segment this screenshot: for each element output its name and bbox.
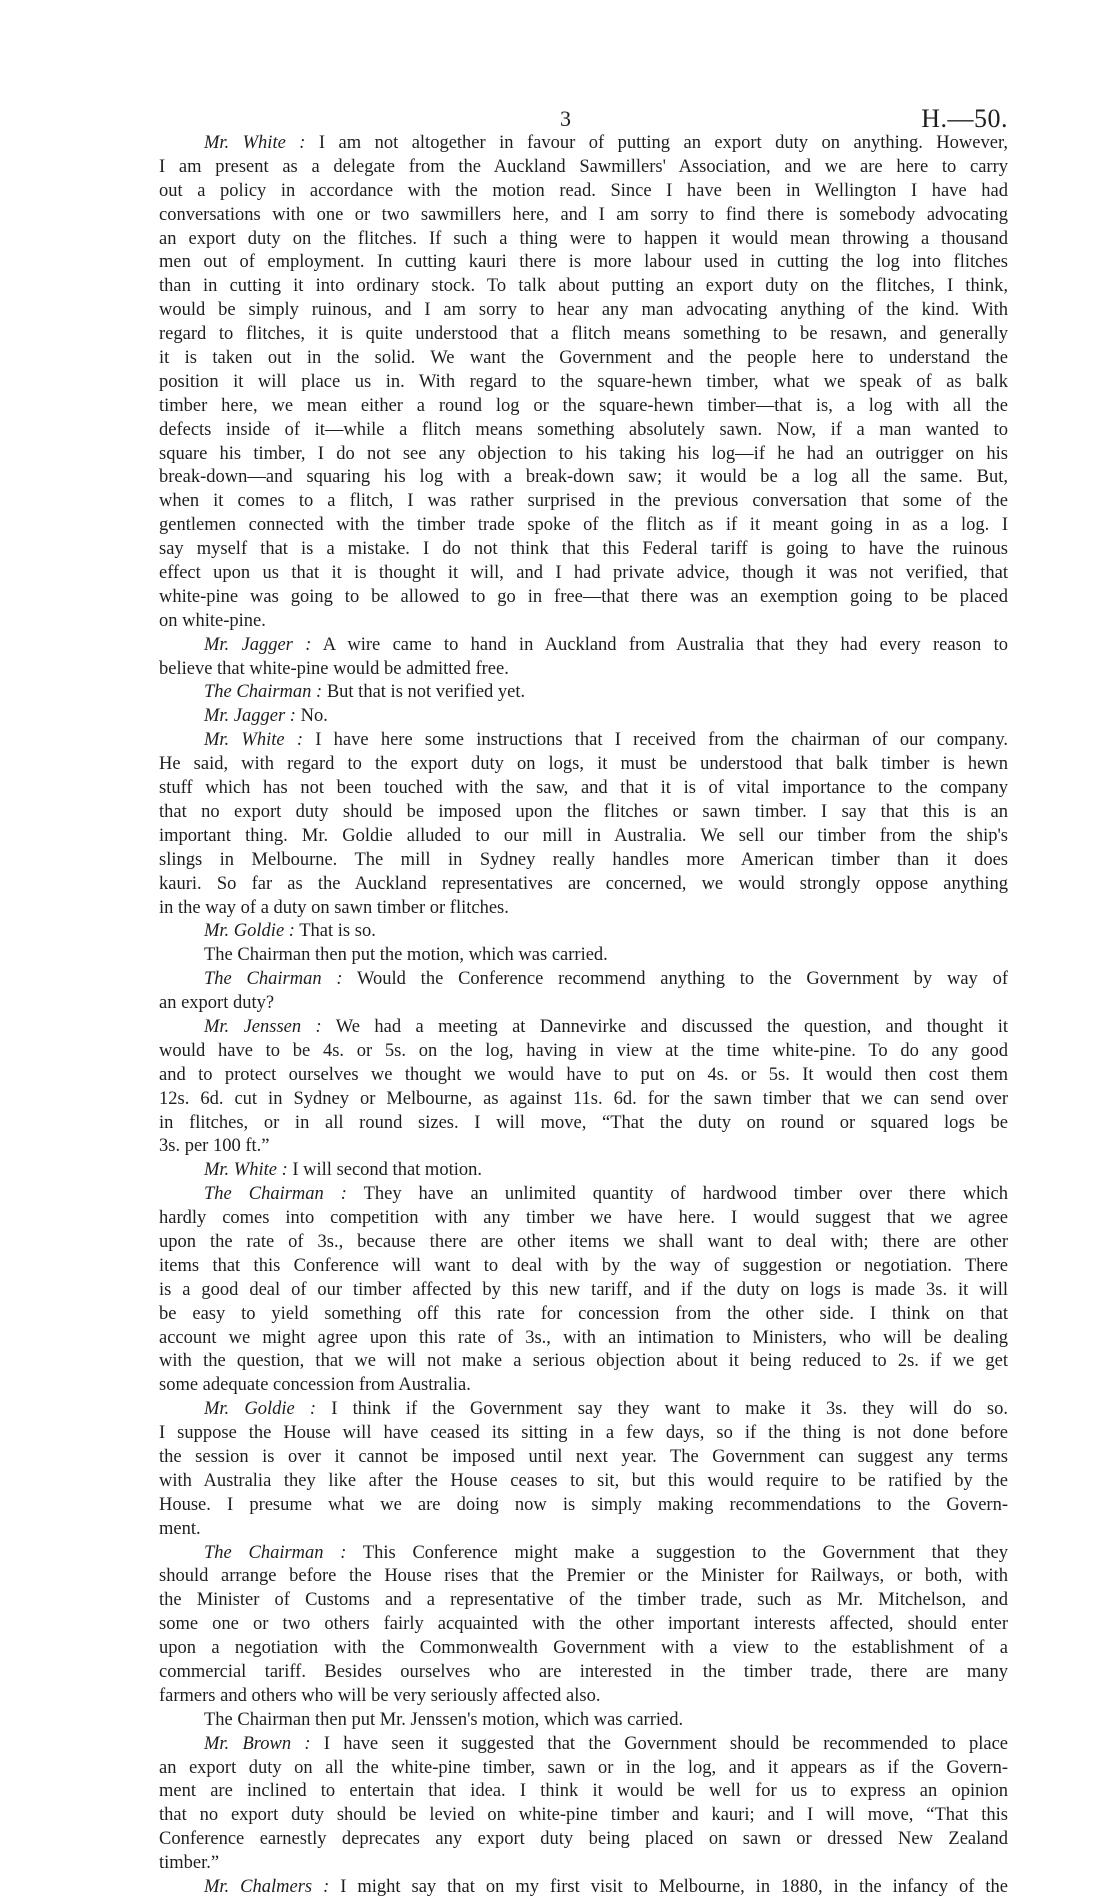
line-text: He said, with regard to the export duty on logs, it must be understood that balk timber is hewn	[159, 754, 1008, 775]
speaker-name: Mr. Chalmers :	[204, 1877, 330, 1898]
text-line	[159, 1088, 1008, 1112]
line-text: conversations with one or two sawmillers here, and I am sorry to find there is somebody advocating	[159, 204, 1008, 225]
line-text: in the way of a duty on sawn timber or flitches.	[159, 897, 509, 918]
line-text: on white-pine.	[159, 610, 266, 631]
paragraph	[159, 1183, 1008, 1398]
text-line	[159, 920, 1008, 944]
paragraph	[159, 1733, 1008, 1876]
text-line	[159, 1757, 1008, 1781]
text-line	[159, 1613, 1008, 1637]
text-line	[159, 1016, 1008, 1040]
speaker-name: Mr. White :	[204, 1160, 288, 1181]
text-line	[159, 514, 1008, 538]
text-line	[159, 1327, 1008, 1351]
line-text: it is taken out in the solid. We want the Government and the people here to understand the	[159, 348, 1008, 369]
line-text: say myself that is a mistake. I do not think that this Federal tariff is going to have the ruinous	[159, 539, 1008, 560]
paragraph	[159, 705, 1008, 729]
text-line	[159, 466, 1008, 490]
line-text: I might say that on my first visit to Melbourne, in 1880, in the infancy of the	[340, 1877, 1008, 1898]
line-text: kauri. So far as the Auckland representatives are concerned, we would strongly oppose anything	[159, 873, 1008, 894]
line-text: an export duty?	[159, 993, 275, 1014]
paragraph	[159, 920, 1008, 944]
text-line	[159, 1589, 1008, 1613]
line-text: an export duty on all the white-pine timber, sawn or in the log, and it appears as if the Govern-	[159, 1757, 1008, 1778]
text-line	[159, 419, 1008, 443]
line-text: Conference earnestly deprecates any export duty being placed on sawn or dressed New Zealand	[159, 1829, 1008, 1850]
text-line	[159, 705, 1008, 729]
text-line	[159, 1661, 1008, 1685]
speaker-name: Mr. White :	[204, 133, 306, 153]
document-reference: H.—50.	[921, 104, 1008, 133]
paragraph	[159, 1709, 1008, 1733]
line-text: when it comes to a flitch, I was rather surprised in the previous conversation that some of the	[159, 491, 1008, 512]
text-line	[159, 1303, 1008, 1327]
text-line	[159, 1279, 1008, 1303]
text-line	[159, 371, 1008, 395]
line-text: We had a meeting at Dannevirke and discussed the question, and thought it	[335, 1016, 1008, 1037]
line-text: than in cutting it into ordinary stock. To talk about putting an export duty on the flitches, I think,	[159, 276, 1008, 297]
text-line	[159, 777, 1008, 801]
text-line	[159, 1159, 1008, 1183]
line-text: believe that white-pine would be admitted free.	[159, 658, 509, 679]
line-text: I am not altogether in favour of putting an export duty on anything. However,	[318, 133, 1008, 153]
line-text: square his timber, I do not see any objection to his taking his log—if he had an outrigger on his	[159, 443, 1008, 464]
text-line	[159, 562, 1008, 586]
text-line	[159, 1780, 1008, 1804]
line-text: should arrange before the House rises that the Premier or the Minister for Railways, or both, with	[159, 1566, 1008, 1587]
text-line	[159, 156, 1008, 180]
text-line	[159, 1446, 1008, 1470]
line-text: I am present as a delegate from the Auckland Sawmillers' Association, and we are here to carry	[159, 156, 1008, 177]
line-text: upon the rate of 3s., because there are other items we shall want to deal with; there are other	[159, 1231, 1008, 1252]
line-text: ment.	[159, 1518, 201, 1539]
line-text: gentlemen connected with the timber trade spoke of the flitch as if it meant going in as a log. I	[159, 515, 1008, 536]
text-line	[159, 753, 1008, 777]
line-text: slings in Melbourne. The mill in Sydney really handles more American timber than it does	[159, 849, 1008, 870]
speaker-name: The Chairman :	[204, 1184, 347, 1205]
line-text: position it will place us in. With regard to the square-hewn timber, what we speak of as balk	[159, 371, 1008, 392]
text-line	[159, 1733, 1008, 1757]
text-line	[159, 1565, 1008, 1589]
line-text: that no export duty should be levied on white-pine timber and kauri; and I will move, “That this	[159, 1805, 1008, 1826]
line-text: important thing. Mr. Goldie alluded to our mill in Australia. We sell our timber from the ship's	[159, 825, 1008, 846]
text-line	[159, 849, 1008, 873]
line-text: in flitches, or in all round sizes. I will move, “That the duty on round or squared logs be	[159, 1112, 1008, 1133]
text-line	[159, 1135, 1008, 1159]
text-line	[159, 1231, 1008, 1255]
line-text: I have seen it suggested that the Government should be recommended to place	[323, 1733, 1008, 1754]
line-text: No.	[300, 706, 328, 727]
line-text: account we might agree upon this rate of 3s., with an intimation to Ministers, who will be dealing	[159, 1327, 1008, 1348]
speaker-name: The Chairman :	[204, 969, 343, 990]
text-line	[159, 1709, 1008, 1733]
text-line	[159, 1542, 1008, 1566]
text-line	[159, 1398, 1008, 1422]
line-text: farmers and others who will be very seriously affected also.	[159, 1685, 601, 1706]
text-line	[159, 251, 1008, 275]
speaker-name: Mr. Jagger :	[204, 634, 312, 655]
line-text: A wire came to hand in Auckland from Australia that they had every reason to	[322, 634, 1008, 655]
line-text: ment are inclined to entertain that idea. I think it would be well for us to express an opinion	[159, 1781, 1008, 1802]
line-text: I will second that motion.	[292, 1160, 482, 1181]
line-text: that no export duty should be imposed upon the flitches or sawn timber. I say that this is an	[159, 801, 1008, 822]
text-line	[159, 180, 1008, 204]
line-text: hardly comes into competition with any timber we have here. I would suggest that we agree	[159, 1208, 1008, 1229]
line-text: I have here some instructions that I received from the chairman of our company.	[315, 730, 1008, 751]
document-body	[159, 132, 1008, 1900]
line-text: That is so.	[299, 921, 376, 942]
paragraph	[159, 1542, 1008, 1709]
text-line	[159, 1876, 1008, 1900]
text-line	[159, 1255, 1008, 1279]
line-text: The Chairman then put Mr. Jenssen's motion, which was carried.	[204, 1709, 684, 1730]
speaker-name: The Chairman :	[204, 1542, 347, 1563]
line-text: The Chairman then put the motion, which was carried.	[204, 945, 608, 966]
line-text: items that this Conference will want to deal with by the way of suggestion or negotiation. There	[159, 1255, 1008, 1276]
speaker-name: The Chairman :	[204, 682, 323, 703]
text-line	[159, 1470, 1008, 1494]
text-line	[159, 204, 1008, 228]
text-line	[159, 275, 1008, 299]
line-text: men out of employment. In cutting kauri there is more labour used in cutting the log into flitches	[159, 252, 1008, 273]
line-text: would have to be 4s. or 5s. on the log, having in view at the time white-pine. To do any good	[159, 1040, 1008, 1061]
speaker-name: Mr. Goldie :	[204, 1399, 317, 1420]
paragraph	[159, 634, 1008, 682]
line-text: upon a negotiation with the Commonwealth Government with a view to the establishment of a	[159, 1638, 1008, 1659]
paragraph	[159, 681, 1008, 705]
text-line	[159, 443, 1008, 467]
text-line	[159, 132, 1008, 156]
line-text: They have an unlimited quantity of hardwood timber over there which	[363, 1184, 1008, 1205]
line-text: I think if the Government say they want to make it 3s. they will do so.	[331, 1399, 1008, 1420]
text-line	[159, 992, 1008, 1016]
text-line	[159, 1518, 1008, 1542]
text-line	[159, 395, 1008, 419]
page-number: 3	[560, 106, 571, 131]
paragraph	[159, 1398, 1008, 1541]
line-text: Would the Conference recommend anything to the Government by way of	[357, 969, 1008, 990]
line-text: commercial tariff. Besides ourselves who are interested in the timber trade, there are many	[159, 1662, 1008, 1682]
text-line	[159, 1112, 1008, 1136]
line-text: 12s. 6d. cut in Sydney or Melbourne, as against 11s. 6d. for the sawn timber that we can send over	[159, 1088, 1008, 1109]
text-line	[159, 729, 1008, 753]
text-line	[159, 968, 1008, 992]
line-text: white-pine was going to be allowed to go in free—that there was an exemption going to be placed	[159, 586, 1008, 607]
line-text: and to protect ourselves we thought we would have to put on 4s. or 5s. It would then cost them	[159, 1064, 1008, 1085]
line-text: regard to flitches, it is quite understood that a flitch means something to be resawn, and generally	[159, 324, 1008, 345]
line-text: out a policy in accordance with the motion read. Since I have been in Wellington I have had	[159, 180, 1008, 201]
line-text: effect upon us that it is thought it will, and I had private advice, though it was not verified, that	[159, 563, 1008, 584]
text-line	[159, 1804, 1008, 1828]
speaker-name: Mr. Brown :	[204, 1733, 311, 1754]
speaker-name: Mr. Jagger :	[204, 706, 296, 727]
text-line	[159, 610, 1008, 634]
text-line	[159, 634, 1008, 658]
line-text: House. I presume what we are doing now is simply making recommendations to the Govern-	[159, 1494, 1008, 1515]
text-line	[159, 228, 1008, 252]
speaker-name: Mr. Goldie :	[204, 921, 295, 942]
line-text: an export duty on the flitches. If such a thing were to happen it would mean throwing a thousand	[159, 228, 1008, 249]
text-line	[159, 1852, 1008, 1876]
text-line	[159, 323, 1008, 347]
text-line	[159, 1350, 1008, 1374]
line-text: I suppose the House will have ceased its sitting in a few days, so if the thing is not done before	[159, 1423, 1008, 1444]
text-line	[159, 944, 1008, 968]
text-line	[159, 490, 1008, 514]
line-text: with Australia they like after the House ceases to sit, but this would require to be ratified by the	[159, 1470, 1008, 1491]
text-line	[159, 1685, 1008, 1709]
text-line	[159, 1207, 1008, 1231]
text-line	[159, 1374, 1008, 1398]
text-line	[159, 873, 1008, 897]
text-line	[159, 1183, 1008, 1207]
paragraph	[159, 1876, 1008, 1900]
text-line	[159, 1637, 1008, 1661]
text-line	[159, 1422, 1008, 1446]
line-text: would be simply ruinous, and I am sorry to hear any man advocating anything of the kind. With	[159, 300, 1008, 321]
text-line	[159, 801, 1008, 825]
speaker-name: Mr. Jenssen :	[204, 1016, 322, 1037]
paragraph	[159, 944, 1008, 968]
line-text: some one or two others fairly acquainted with the other important interests affected, should enter	[159, 1614, 1008, 1635]
text-line	[159, 1828, 1008, 1852]
text-line	[159, 1494, 1008, 1518]
paragraph	[159, 729, 1008, 920]
line-text: timber here, we mean either a round log or the square-hewn timber—that is, a log with all the	[159, 395, 1008, 416]
line-text: break-down—and squaring his log with a break-down saw; it would be a log all the same. But,	[159, 467, 1008, 488]
text-line	[159, 825, 1008, 849]
line-text: some adequate concession from Australia.	[159, 1375, 471, 1396]
line-text: stuff which has not been touched with the saw, and that it is of vital importance to the company	[159, 778, 1008, 799]
text-line	[159, 347, 1008, 371]
text-line	[159, 299, 1008, 323]
paragraph	[159, 968, 1008, 1016]
text-line	[159, 897, 1008, 921]
line-text: timber.”	[159, 1853, 220, 1874]
line-text: is a good deal of our timber affected by this new tariff, and if the duty on logs is made 3s. it will	[159, 1279, 1008, 1300]
line-text: the Minister of Customs and a representative of the timber trade, such as Mr. Mitchelson, and	[159, 1590, 1008, 1611]
line-text: the session is over it cannot be imposed until next year. The Government can suggest any terms	[159, 1446, 1008, 1467]
text-line	[159, 658, 1008, 682]
text-line	[159, 1040, 1008, 1064]
line-text: defects inside of it—while a flitch means something absolutely sawn. Now, if a man wanted to	[159, 419, 1008, 440]
paragraph	[159, 132, 1008, 634]
line-text: But that is not verified yet.	[326, 682, 526, 703]
line-text: be easy to yield something off this rate for concession from the other side. I think on that	[159, 1303, 1008, 1324]
line-text: 3s. per 100 ft.”	[159, 1136, 270, 1157]
paragraph	[159, 1016, 1008, 1159]
text-line	[159, 681, 1008, 705]
text-line	[159, 538, 1008, 562]
text-line	[159, 1064, 1008, 1088]
line-text: with the question, that we will not make a serious objection about it being reduced to 2s. if we get	[159, 1351, 1008, 1372]
line-text: This Conference might make a suggestion to the Government that they	[362, 1542, 1008, 1563]
speaker-name: Mr. White :	[204, 730, 303, 751]
paragraph	[159, 1159, 1008, 1183]
text-line	[159, 586, 1008, 610]
